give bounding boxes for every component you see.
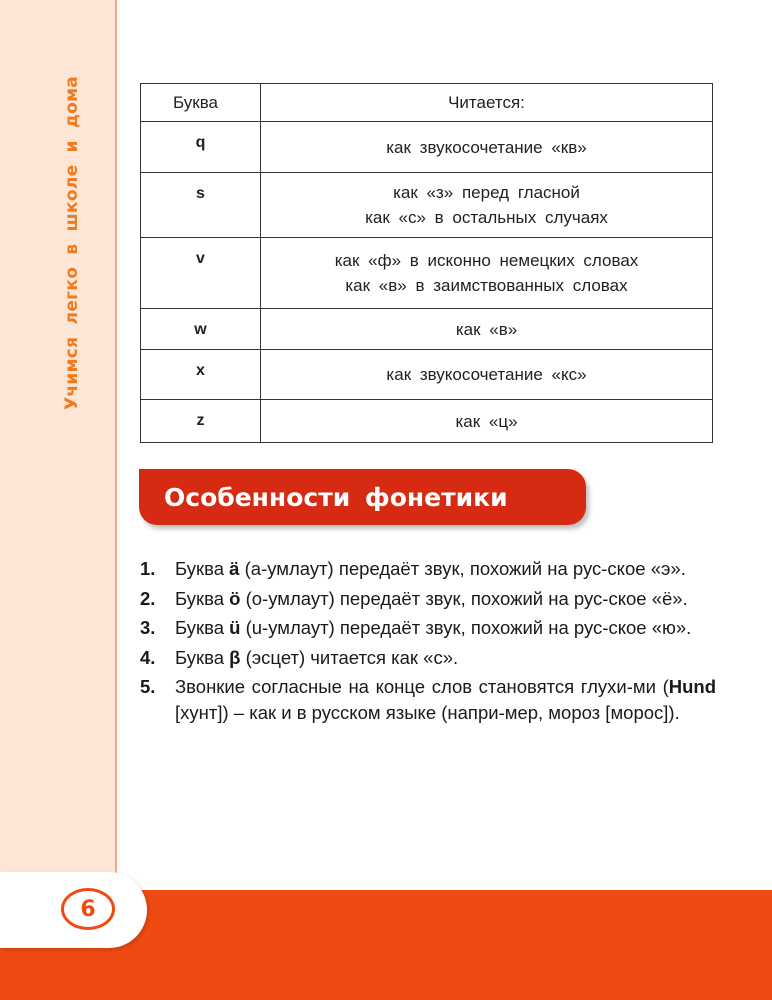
table-header-row: [141, 84, 713, 122]
list-item: [140, 586, 716, 612]
list-item-text: Буква: [175, 617, 230, 638]
list-item-text: Буква: [175, 558, 230, 579]
list-item-text: (о-умлаут) передаёт звук, похожий на рус-ское «ё».: [240, 587, 688, 609]
table-row: [141, 350, 713, 400]
letters-table: [140, 83, 713, 443]
list-item-number: 4.: [140, 646, 156, 668]
page-number: 6: [61, 888, 115, 930]
list-item-number: 2.: [140, 587, 156, 609]
table-row: [141, 122, 713, 173]
list-item-bold: β: [229, 646, 241, 668]
reading-cell: [261, 173, 713, 238]
list-item: [140, 674, 716, 725]
section-heading-text: Особенности фонетики: [164, 482, 508, 512]
reading-cell: [261, 400, 713, 443]
reading-line: как «в»: [455, 319, 518, 339]
letter-cell: z: [141, 400, 261, 443]
reading-cell: [261, 350, 713, 400]
list-item: [140, 615, 716, 641]
list-item-text: (а-умлаут) передаёт звук, похожий на рус-ское «э».: [239, 558, 686, 579]
list-item-text: Звонкие согласные на конце слов становятся глухи-ми (: [175, 676, 669, 697]
reading-line: как «з» перед гласной: [393, 183, 580, 202]
phonetics-list: [140, 556, 716, 729]
list-item-text: Буква: [175, 587, 230, 609]
list-item-text: (эсцет) читается как «с».: [240, 646, 459, 668]
table-row: [141, 400, 713, 443]
list-item: [140, 645, 716, 671]
reading-line: как «в» в заимствованных словах: [345, 276, 628, 295]
list-item-text: (u-умлаут) передаёт звук, похожий на рус-ское «ю».: [240, 617, 692, 638]
letter-cell: w: [141, 309, 261, 350]
table-row: [141, 309, 713, 350]
list-item-number: 1.: [140, 558, 156, 579]
reading-cell: [261, 122, 713, 173]
letter-cell: v: [141, 238, 261, 309]
list-item-bold: Hund: [668, 676, 716, 697]
list-item-bold: ö: [229, 587, 241, 609]
reading-cell: [261, 309, 713, 350]
sidebar: [0, 0, 117, 890]
list-item-bold: ü: [229, 617, 241, 638]
list-item-text: Буква: [175, 646, 230, 668]
letter-cell: x: [141, 350, 261, 400]
sidebar-title: Учимся легко в школе и дома: [62, 75, 82, 410]
list-item-number: 3.: [140, 617, 156, 638]
list-item-text: [хунт]) – как и в русском языке (напри-мер, мороз [морос]).: [175, 701, 680, 723]
reading-line: как звукосочетание «кв»: [386, 137, 587, 157]
list-item: [140, 556, 716, 582]
reading-line: как «с» в остальных случаях: [365, 208, 608, 227]
reading-line: как «ф» в исконно немецких словах: [334, 251, 639, 270]
reading-line: как «ц»: [455, 411, 518, 431]
letter-cell: q: [141, 122, 261, 173]
list-item-number: 5.: [140, 676, 156, 697]
reading-cell: [261, 238, 713, 309]
column-header-reading: Читается:: [261, 84, 713, 122]
reading-line: как звукосочетание «кс»: [386, 365, 587, 384]
section-heading: [139, 469, 586, 525]
table-row: [141, 173, 713, 238]
letter-cell: s: [141, 173, 261, 238]
table-row: [141, 238, 713, 309]
list-item-bold: ä: [229, 558, 240, 579]
column-header-letter: Буква: [141, 84, 261, 122]
